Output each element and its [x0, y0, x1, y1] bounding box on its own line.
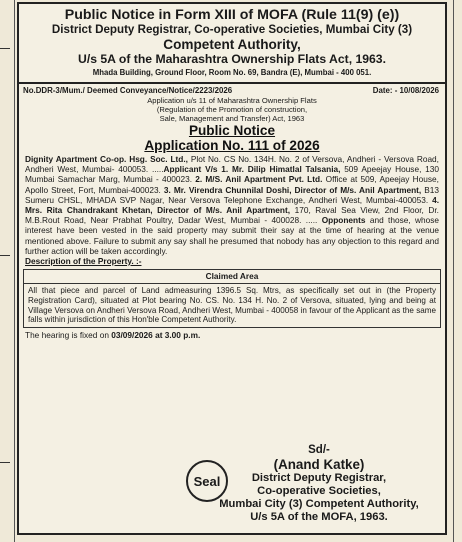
- header-registrar: District Deputy Registrar, Co-operative Societies, Mumbai City (3): [51, 23, 413, 36]
- application-note-line: (Regulation of the Promotion of construction,: [156, 105, 308, 114]
- signatory-title-3: Mumbai City (3) Competent Authority,: [219, 498, 419, 510]
- opponent-3-address: B13 Sumeru CHSL, MHADA SVP Nagar, Near Versova Telephone Exchange, Andheri West, Mumbai-400053.: [25, 184, 439, 205]
- application-note-line: Sale, Management and Transfer) Act, 1963: [159, 114, 305, 123]
- notice-instructions: and those, whose interest have been vested in the said property may submit their say at the time of hearing at the venue mentioned above. Failure to submit any say shall he presumed that nobody has any objection to this regard and further action will be taken accordingly.: [25, 215, 439, 256]
- header-form-title: Public Notice in Form XIII of MOFA (Rule 11(9) (e)): [64, 7, 400, 23]
- notice-body: [19, 153, 445, 256]
- signatory-title-4: U/s 5A of the MOFA, 1963.: [250, 511, 388, 523]
- adjacent-column-right: [453, 0, 462, 542]
- hearing-line: [19, 328, 445, 341]
- application-note: [19, 96, 445, 123]
- signatory-name: (Anand Katke): [273, 457, 365, 472]
- header-address: Mhada Building, Ground Floor, Room No. 69, Bandra (E), Mumbai - 400 051.: [92, 68, 372, 77]
- reference-number: No.DDR-3/Mum./ Deemed Conveyance/Notice/2223/2026: [23, 86, 233, 95]
- reference-date: Date: - 10/08/2026: [372, 86, 439, 95]
- signatory-title-1: District Deputy Registrar,: [251, 472, 387, 484]
- adjacent-column-left: [0, 0, 15, 542]
- opponent-4: 4. Mrs. Rita Chandrakant Khetan, Director of M/s. Anil Apartment,: [25, 194, 439, 216]
- public-notice: [17, 2, 447, 535]
- opponents-label: Opponents: [321, 215, 366, 226]
- application-note-line: Application u/s 11 of Maharashtra Ownership Flats: [147, 96, 317, 105]
- header-act: U/s 5A of the Maharashtra Ownership Flats Act, 1963.: [78, 52, 386, 66]
- reference-row: [19, 84, 445, 96]
- opponent-1-address: 509 Apeejay House, 130 Mumbai Samachar Marg, Mumbai - 400023.: [25, 164, 439, 185]
- applicant-address: Plot No. CS No. 134H. No. 2 of Versova, Andheri - Versova Road, Andheri West, Mumbai- 400053. .....: [25, 154, 439, 175]
- signature-block: [19, 444, 445, 534]
- application-title: Application No. 111 of 2026: [144, 138, 320, 153]
- claimed-area-text: All that piece and parcel of Land admeasuring 1396.5 Sq. Mtrs, as specifically set out in (the Property Registration Card), situated at Plot bearing No. CS. No. 134 H. No. 2 of Versova, situated, lying and being at Village Versova on Andheri Versova Road, Andheri West, Mumbai - 400058 in favour of the Applicant as the same falls within jurisdiction of this Hon'ble Competent Authority.: [28, 286, 436, 325]
- signatory-title-2: Co-operative Societies,: [257, 485, 381, 497]
- notice-header: [19, 4, 445, 84]
- header-authority: Competent Authority,: [163, 37, 301, 52]
- signature-sd: Sd/-: [308, 444, 330, 456]
- opponent-4-address: 170, Raval Sea View, 2nd Floor, Dr. M.B.Rout Road, Near Prabhat Poultry, Dadar West, Mumbai - 400028. .....: [25, 205, 439, 226]
- opponent-1: Applicant V/s 1. Mr. Dilip Himatlal Talsania,: [163, 164, 341, 175]
- claimed-area-box: [23, 269, 441, 328]
- opponent-3: 3. Mr. Virendra Chunnilal Doshi, Director of M/s. Anil Apartment,: [163, 184, 422, 195]
- signature-text: [189, 444, 449, 524]
- hearing-datetime: 03/09/2026 at 3.00 p.m.: [111, 330, 201, 341]
- claimed-area-heading: Claimed Area: [24, 270, 440, 284]
- opponent-2-address: Office at 509, Apeejay House, Apollo Street, Fort, Mumbai-400023.: [25, 174, 439, 195]
- description-heading: Description of the Property. :-: [25, 256, 142, 267]
- seal-stamp: Seal: [186, 460, 228, 502]
- applicant-society: Dignity Apartment Co-op. Hsg. Soc. Ltd.,: [25, 154, 188, 164]
- opponent-2: 2. M/S. Anil Apartment Pvt. Ltd.: [195, 174, 323, 185]
- notice-title: Public Notice: [188, 123, 276, 138]
- hearing-prefix: The hearing is fixed on: [25, 330, 112, 341]
